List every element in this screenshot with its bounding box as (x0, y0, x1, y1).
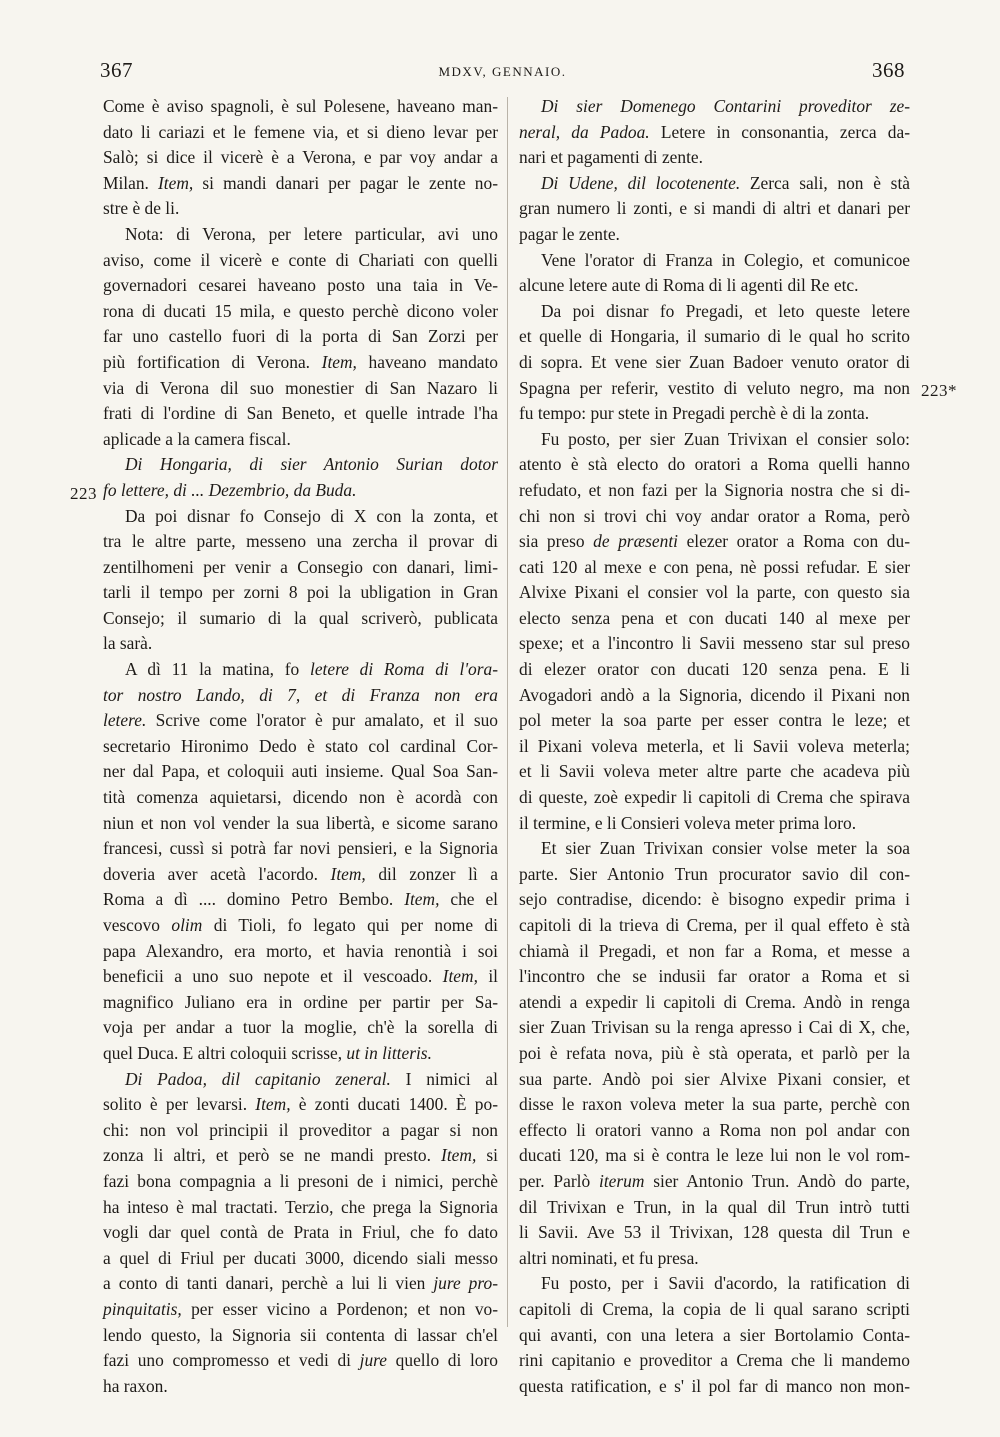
text-line: pol meter la soa parte per esser contra le leze; et (519, 710, 910, 731)
text-line: la sarà. (103, 633, 153, 654)
column-divider (507, 97, 508, 1327)
text-line: Fu posto, per sier Zuan Trivixan el consier solo: (541, 428, 910, 449)
text-segment: zonza li altri, et però se ne mandi presto. (103, 1145, 442, 1166)
text-line: Salò; si dice il vicerè è a Verona, e par voy andar a (103, 147, 498, 168)
text-line: spexe; et a l'incontro li Savii messeno star sul preso (519, 633, 910, 654)
text-segment: doveria aver acetà l'acordo. (103, 863, 331, 884)
text-line: il Pixani voleva meterla, et li Savii voleva meterla; (519, 735, 910, 756)
text-line: voja per andar a tuor la moglie, ch'è la sorella di (103, 1017, 498, 1038)
text-line: alcune letere aute di Roma di li agenti dil Re etc. (519, 275, 859, 296)
text-segment: si mandi danari per pagar le zente no- (193, 172, 498, 193)
italic-segment: Item, (255, 1094, 291, 1115)
text-line: tità comenza aquietarsi, dicendo non è acordà con (103, 787, 498, 808)
italic-segment: Di sier Domenego Contarini proveditor ze- (541, 96, 910, 116)
italic-segment: Item, (321, 351, 357, 372)
text-line (519, 1169, 910, 1195)
text-line: li Savii. Ave 53 il Trivixan, 128 questa dil Trun e (519, 1222, 910, 1243)
right-column (519, 94, 910, 1399)
text-line (519, 171, 910, 197)
text-segment: Letere in consonantia, zerca da- (649, 121, 910, 142)
text-line: fazi bona compagnia a li presoni de i nimici, perchè (103, 1170, 498, 1191)
text-line: pagar le zente. (519, 223, 620, 244)
text-line: atento è stà electo do oratori a Roma quelli hanno (519, 454, 910, 475)
margin-note-left: 223 (70, 484, 97, 503)
text-line (103, 1041, 498, 1067)
text-segment: elezer orator a Roma con du- (678, 531, 910, 552)
text-line: Avogadori andò a la Signoria, dicendo il Pixani non (519, 684, 910, 705)
text-line: di elezer orator con ducati 120 senza pena. E li (519, 659, 910, 680)
italic-segment: letere di Roma di l'ora- (309, 659, 498, 680)
text-line: Da poi disnar fo Pregadi, et leto queste letere (541, 300, 910, 321)
text-line: dil Trivixan e Trun, in la qual dil Trun intrò tutti (519, 1196, 910, 1217)
text-line: vogli dar quel contà de Prata in Friul, che fo dato (103, 1222, 498, 1243)
text-segment: A dì 11 la matina, fo (125, 659, 310, 680)
text-line (103, 913, 498, 939)
text-line: fu tempo: pur stete in Pregadi perchè è di la zonta. (519, 403, 870, 424)
text-line (519, 529, 910, 555)
text-line: Spagna per referir, vestito di veluto negro, ma non (519, 377, 910, 398)
text-segment: haveano mandato (356, 351, 499, 372)
text-line: ha inteso è mal tractati. Terzio, che prega la Signoria (103, 1196, 498, 1217)
text-segment: si (476, 1145, 498, 1166)
italic-segment: neral, da Padoa. (519, 121, 650, 142)
text-line: via di Verona dil suo monestier di San Nazaro li (103, 377, 498, 398)
text-line: ner dal Papa, et coloquii auti insieme. Qual Soa San- (103, 761, 498, 782)
text-segment: per. Parlò (519, 1170, 599, 1191)
text-line: capitoli di la trieva di Crema, per il qual effeto è stà (519, 915, 910, 935)
text-line: rini capitanio e proveditor a Crema che li mandemo (519, 1350, 910, 1371)
text-line (103, 708, 498, 734)
text-line: gran numero li zonti, e si mandi di altri et danari per (519, 198, 910, 219)
left-column (103, 94, 498, 1399)
text-line: papa Alexandro, era morto, et havia renontià i soi (103, 940, 498, 961)
text-line: et li Savii voleva meter altre parte che acadeva più (519, 761, 910, 782)
text-line: zentilhomeni per venir a Consegio con danari, limi- (103, 556, 498, 577)
text-segment: solito è per levarsi. (103, 1094, 256, 1115)
text-segment: è zonti ducati 1400. È po- (290, 1094, 498, 1115)
text-line (103, 1297, 498, 1323)
text-line: secretario Hironimo Dedo è stato col cardinal Cor- (103, 735, 498, 756)
text-segment: per esser vicino a Pordenon; et non vo- (181, 1298, 498, 1319)
page-number-left: 367 (100, 58, 133, 82)
text-segment: Scrive come l'orator è pur amalato, et il suo (146, 710, 498, 731)
text-line: disse le raxon voleva meter la sua parte, perchè con (519, 1094, 910, 1115)
italic-segment: olim (171, 915, 203, 935)
italic-segment: Item, (158, 172, 194, 193)
text-segment: Roma a dì .... domino Petro Bembo. (103, 889, 405, 910)
text-line (103, 1271, 498, 1297)
text-line: Consejo; il sumario di la qual scriverò, publicata (103, 607, 498, 628)
text-line: nari et pagamenti di zente. (519, 147, 703, 168)
text-line (103, 887, 498, 913)
text-line: aviso, come il vicerè e conte di Chariati con quelli (103, 249, 498, 270)
text-line: a quel di Friul per ducati 3000, dicendo siali messo (103, 1247, 498, 1268)
text-line: Da poi disnar fo Consejo di X con la zonta, et (125, 505, 498, 526)
text-line: electo senza pena et con ducati 140 al mexe per (519, 607, 910, 628)
margin-note-right: 223* (921, 381, 957, 400)
text-line (519, 120, 910, 146)
text-line: cati 120 al mexe e con pena, nè possi refudar. E sier (519, 556, 910, 577)
text-line: magnifico Juliano era in ordine per partir per Sa- (103, 991, 498, 1012)
running-title: MDXV, GENNAIO. (438, 64, 567, 79)
text-line (103, 1092, 498, 1118)
text-line: chi: non vol principii il proveditor a pagar si non (103, 1119, 498, 1140)
text-line: Fu posto, per i Savii d'acordo, la ratification di (541, 1273, 910, 1294)
text-line: il termine, e li Consieri voleva meter prima loro. (519, 812, 857, 833)
text-segment: più fortification di Verona. (103, 351, 322, 372)
text-line (519, 94, 910, 120)
text-line: di sopra. Et vene sier Zuan Badoer venuto orator di (519, 351, 910, 372)
text-line: atendi a expedir li capitoli di Crema. Andò in renga (519, 991, 910, 1012)
page-number-right: 368 (872, 58, 905, 82)
text-line: Nota: di Verona, per letere particular, avi uno (125, 223, 498, 244)
text-line: l'incontro che se indusii far orator a Roma et si (519, 966, 910, 987)
italic-segment: Item, (441, 1145, 477, 1166)
text-line (103, 1348, 498, 1374)
text-line: Et sier Zuan Trivixan consier volse meter la soa (541, 838, 910, 859)
text-line: parte. Sier Antonio Trun procurator savio dil con- (519, 863, 910, 884)
text-line (103, 478, 498, 504)
text-line (103, 683, 498, 709)
text-line: Come è aviso spagnoli, è sul Polesene, haveano man- (103, 96, 498, 116)
text-line: Alvixe Pixani el consier vol la parte, con questo sia (519, 582, 910, 603)
text-line: Vene l'orator di Franza in Colegio, et comunicoe (541, 249, 910, 270)
italic-segment: Item, (404, 889, 440, 910)
text-line: aplicade a la camera fiscal. (103, 428, 291, 449)
text-line: altri nominati, et fu presa. (519, 1247, 699, 1268)
text-line (103, 1143, 498, 1169)
text-line: effecto li oratori vanno a Roma non pol andar con (519, 1119, 910, 1140)
text-line: francesi, cussì si potrà far novi pensieri, e la Signoria (103, 838, 498, 859)
italic-segment: ut in litteris. (346, 1042, 432, 1063)
text-line (103, 171, 498, 197)
text-line: poi è refata nova, più è stà operata, et parlò per la (519, 1042, 910, 1063)
text-line: chi non si trovi chi voy andar orator a Roma, però (519, 505, 910, 526)
text-line (103, 350, 498, 376)
text-line: capitoli di Crema, la copia de li qual sarano scripti (519, 1298, 910, 1319)
text-segment: che el (439, 889, 498, 910)
text-line: sejo contradise, dicendo: è bisogno expedir prima i (519, 889, 910, 910)
text-line: chiamà il Pregadi, et non far a Roma, et messe a (519, 940, 910, 961)
text-segment: sier Antonio Trun. Andò do parte, (644, 1170, 910, 1191)
italic-segment: Di Hongaria, di sier Antonio Surian dotor (125, 454, 498, 475)
italic-segment: iterum (598, 1170, 645, 1191)
text-line (103, 657, 498, 683)
text-segment: sia preso (519, 531, 594, 552)
text-segment: di Tioli, fo legato qui per nome di (202, 915, 498, 935)
text-line: frati di l'ordine di San Beneto, et quelle intrade l'ha (103, 403, 498, 424)
text-segment: quel Duca. E altri coloquii scrisse, (103, 1042, 347, 1063)
text-line: tra le altre parte, messeno una zercha il provar di (103, 531, 498, 552)
text-line (103, 1067, 498, 1093)
text-line: et quelle di Hongaria, il sumario di le qual ho scrito (519, 326, 910, 347)
text-line: ducati 120, ma si è contra le leze lui non le vol rom- (519, 1145, 910, 1166)
text-line: refudato, et non fazi per la Signoria nostra che si di- (519, 479, 910, 500)
italic-segment: Di Padoa, dil capitanio zeneral. (125, 1068, 391, 1089)
text-line: rona di ducati 15 mila, e questo perchè dicono voler (103, 300, 498, 321)
text-line: ha raxon. (103, 1375, 168, 1396)
text-segment: vescovo (103, 915, 172, 935)
text-line: di queste, zoè expedir li capitoli di Crema che spirava (519, 787, 910, 808)
italic-segment: jure pro- (433, 1273, 498, 1294)
text-line: stre è de li. (103, 198, 180, 219)
text-line: far uno castello fuori di la porta di San Zorzi per (103, 326, 498, 347)
text-segment: a conto di tanti danari, perchè a lui li vien (103, 1273, 434, 1294)
text-line: dato li cariazi et le femene via, et si dieno levar per (103, 121, 498, 142)
text-line: questa ratification, e s' il pol far di manco non mon- (519, 1375, 910, 1396)
text-segment: fazi uno compromesso et vedi di (103, 1350, 360, 1371)
italic-segment: pinquitatis, (103, 1298, 182, 1319)
text-line: tarli il tempo per zorni 8 poi la ubligation in Gran (103, 582, 498, 603)
italic-segment: letere. (103, 710, 147, 731)
italic-segment: Di Udene, dil locotenente. (541, 172, 741, 193)
text-line: lendo questo, la Signoria sii contenta di lassar ch'el (103, 1324, 498, 1345)
italic-segment: de præsenti (593, 531, 679, 552)
text-line: sua parte. Andò poi sier Alvixe Pixani consier, et (519, 1068, 910, 1089)
text-segment: Zerca sali, non è stà (740, 172, 910, 193)
text-line: sier Zuan Trivisan su la renga apresso i Cai di X, che, (519, 1017, 910, 1038)
text-line (103, 452, 498, 478)
text-line: niun et non vol vender la sua libertà, e sicome sarano (103, 812, 498, 833)
text-line: governadori cesarei haveano posto una taia in Ve- (103, 275, 498, 296)
text-segment: quello di loro (387, 1350, 498, 1371)
text-segment: dil zonzer lì a (365, 863, 498, 884)
text-segment: Milan. (103, 172, 159, 193)
italic-segment: fo lettere, di ... Dezembrio, da Buda. (103, 479, 357, 500)
text-segment: I nimici al (390, 1068, 498, 1089)
italic-segment: Item, (330, 863, 366, 884)
text-segment: il (477, 966, 498, 987)
italic-segment: Item, (442, 966, 478, 987)
text-segment: beneficii a uno suo nepote et il vescoado. (103, 966, 443, 987)
running-head (100, 58, 905, 88)
text-line: qui avanti, con una letera a sier Bortolamio Conta- (519, 1324, 910, 1345)
text-line (103, 964, 498, 990)
italic-segment: jure (359, 1350, 388, 1371)
text-line (103, 862, 498, 888)
italic-segment: tor nostro Lando, di 7, et di Franza non era (103, 684, 498, 705)
